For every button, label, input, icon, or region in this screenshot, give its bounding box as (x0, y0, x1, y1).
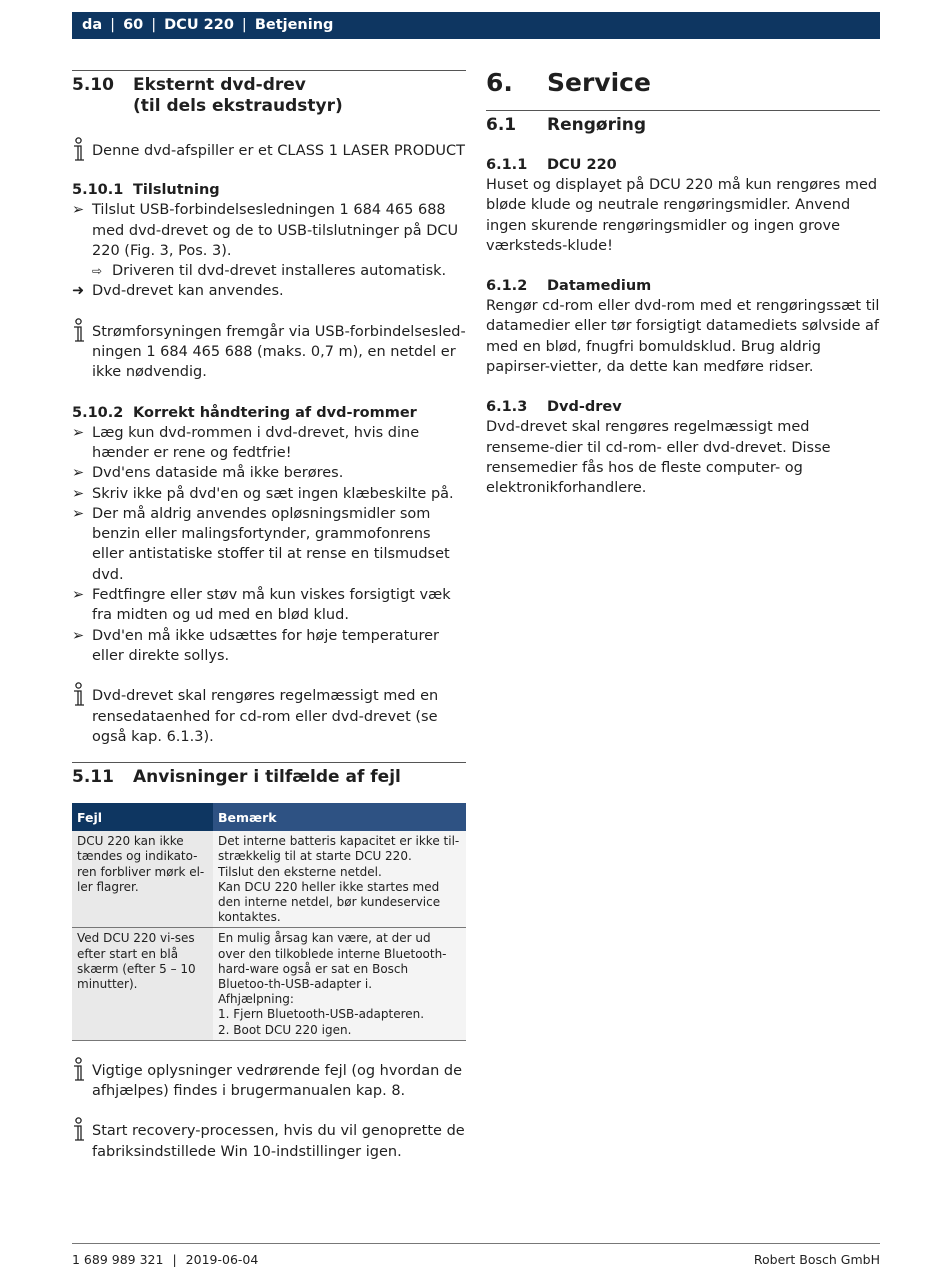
header-language: da (82, 17, 103, 33)
list-item-text: Læg kun dvd-rommen i dvd-drevet, hvis dine hænder er rene og fedtfrie! (92, 424, 420, 461)
chapter-number: 6. (486, 68, 513, 97)
section-title: Dvd-drev (547, 399, 622, 416)
header-product: DCU 220 (164, 17, 234, 33)
arrowhead-bullet-icon: ➢ (72, 424, 85, 441)
section-title: Korrekt håndtering af dvd-rommer (133, 404, 417, 421)
info-icon (72, 322, 92, 383)
bold-arrow-icon: ➜ (72, 283, 85, 300)
arrowhead-bullet-icon: ➢ (72, 627, 85, 644)
list-item (72, 463, 466, 483)
note-cell (213, 831, 466, 928)
step-text: Tilslut USB-forbindelsesledningen 1 684 465 688 med dvd-drevet og de to USB-tilslutninger på DCU 220 (Fig. 3, Pos. 3). (92, 202, 459, 259)
right-column (486, 68, 880, 499)
info-note (72, 686, 466, 747)
footer-doc-number: 1 689 989 321 (72, 1252, 164, 1267)
section-title: Tilslutning (133, 182, 220, 199)
info-note (72, 1061, 466, 1102)
table-row (72, 928, 466, 1040)
arrowhead-bullet-icon: ➢ (72, 587, 85, 604)
info-text: Denne dvd-afspiller er et CLASS 1 LASER PRODUCT (92, 143, 465, 159)
table-row (72, 831, 466, 928)
section-number: 5.10.1 (72, 182, 124, 199)
list-item (72, 504, 466, 585)
section-title: Datamedium (547, 278, 652, 295)
note-cell (213, 928, 466, 1040)
list-item-text: Skriv ikke på dvd'en og sæt ingen klæbeskilte på. (92, 485, 454, 502)
info-text: Dvd-drevet skal rengøres regelmæssigt med en rensedataenhed for cd-rom eller dvd-drevet (se også kap. 6.1.3). (92, 688, 439, 745)
info-note (72, 322, 466, 383)
list-item (72, 626, 466, 667)
section-subtitle: (til dels ekstraudstyr) (133, 96, 343, 116)
paragraph: Dvd-drevet skal rengøres regelmæssigt med renseme-dier til cd-rom- eller dvd-drevet. Disse rensemedier fås hos de fleste computer- og elektronikforhandlere. (486, 419, 831, 497)
section-heading-5-10-1 (72, 180, 466, 200)
paragraph: Huset og displayet på DCU 220 må kun rengøres med bløde klude og neutrale rengøringsmidler. Anvend ingen skurende rengøringsmidler og ingen grove værksteds-klude! (486, 177, 878, 254)
paragraph: Rengør cd-rom eller dvd-rom med et rengøringssæt til datamedier eller tør forsigtigt datamediets sølvside af med en blød, fnugfri bomuldsklud. Brug aldrig papirser-vietter, da dette kan medføre ridser. (486, 298, 880, 376)
note-line: Tilslut den eksterne netdel. (218, 864, 382, 879)
note-line: En mulig årsag kan være, at der ud over den tilkoblede interne Bluetooth-hard-ware også er sat en Bosch Bluetoo-th-USB-adapter i. (218, 931, 447, 991)
section-rule (72, 70, 466, 71)
section-heading-5-10-2 (72, 403, 466, 423)
note-line: Afhjælpning: (218, 992, 294, 1007)
footer-separator: | (172, 1252, 177, 1267)
section-title: Rengøring (547, 115, 647, 135)
column-header-fault: Fejl (72, 803, 213, 831)
chapter-title: Service (547, 68, 651, 97)
section-heading-6-1-3 (486, 397, 880, 417)
footer-date: 2019-06-04 (185, 1252, 259, 1267)
note-line: Det interne batteris kapacitet er ikke til-strækkelig til at starte DCU 220. (218, 834, 460, 864)
arrowhead-bullet-icon: ➢ (72, 485, 85, 502)
chapter-heading-6 (486, 68, 880, 98)
column-header-note: Bemærk (213, 803, 466, 831)
list-item (72, 484, 466, 504)
list-item-text: Dvd'en må ikke udsættes for høje temperaturer eller direkte sollys. (92, 627, 440, 664)
list-item-text: Dvd'ens dataside må ikke berøres. (92, 465, 344, 482)
info-text: Strømforsyningen fremgår via USB-forbindelsesled-ningen 1 684 465 688 (maks. 0,7 m), en netdel er ikke nødvendig. (92, 323, 466, 381)
section-rule (72, 762, 466, 763)
header-page-number: 60 (123, 17, 144, 33)
info-icon (72, 1061, 92, 1102)
footer-company: Robert Bosch GmbH (753, 1252, 880, 1267)
section-number: 6.1 (486, 115, 517, 135)
info-text: Start recovery-processen, hvis du vil genoprette de fabriksindstillede Win 10-indstillinger igen. (92, 1123, 465, 1160)
final-result (72, 281, 466, 301)
section-number: 6.1.3 (486, 399, 528, 416)
arrowhead-bullet-icon: ➢ (72, 505, 85, 522)
section-number: 5.11 (72, 767, 114, 788)
note-line: 2. Boot DCU 220 igen. (218, 1022, 352, 1037)
bullet-list (72, 423, 466, 667)
section-title: Eksternt dvd-drev (133, 75, 306, 95)
section-heading-5-11 (72, 767, 466, 788)
info-icon (72, 686, 92, 747)
page-header: da | 60 | DCU 220 | Betjening (72, 12, 880, 39)
note-line: Kan DCU 220 heller ikke startes med den interne netdel, bør kundeservice kontaktes. (218, 879, 441, 925)
section-number: 6.1.1 (486, 157, 528, 173)
fault-cell: Ved DCU 220 vi-ses efter start en blå skærm (efter 5 – 10 minutter). (72, 928, 213, 1040)
list-item (72, 423, 466, 464)
list-item-text: Der må aldrig anvendes opløsningsmidler som benzin eller malingsfortynder, grammofonrens eller antistatiske stoffer til at rense en tilsmudset dvd. (92, 505, 450, 583)
table-header-row (72, 803, 466, 831)
hollow-arrow-icon: ⇨ (92, 264, 103, 279)
info-note (72, 141, 466, 161)
final-text: Dvd-drevet kan anvendes. (92, 283, 284, 300)
section-number: 5.10.2 (72, 404, 124, 421)
info-icon (72, 141, 92, 161)
fault-cell: DCU 220 kan ikke tændes og indikato-ren forbliver mørk el-ler flagrer. (72, 831, 213, 928)
section-heading-5-10 (72, 75, 466, 117)
section-rule (486, 110, 880, 111)
page-footer (72, 1243, 880, 1267)
info-icon (72, 1121, 92, 1162)
section-heading-6-1-2 (486, 276, 880, 296)
list-item (72, 585, 466, 626)
section-heading-6-1-1 (486, 155, 880, 175)
arrowhead-bullet-icon: ➢ (72, 202, 85, 219)
info-text: Vigtige oplysninger vedrørende fejl (og hvordan de afhjælpes) findes i brugermanualen kap. 8. (92, 1062, 463, 1100)
section-heading-6-1 (486, 115, 880, 136)
fault-table (72, 803, 466, 1041)
note-line: 1. Fjern Bluetooth-USB-adapteren. (218, 1007, 425, 1022)
instruction-step (72, 200, 466, 261)
arrowhead-bullet-icon: ➢ (72, 465, 85, 482)
info-note (72, 1121, 466, 1162)
list-item-text: Fedtfingre eller støv må kun viskes forsigtigt væk fra midten og ud med en blød klud. (92, 587, 451, 624)
section-number: 6.1.2 (486, 278, 528, 295)
result-step (72, 261, 466, 281)
result-text: Driveren til dvd-drevet installeres automatisk. (112, 263, 447, 280)
section-number: 5.10 (72, 75, 114, 95)
header-section: Betjening (254, 17, 334, 33)
section-title: Anvisninger i tilfælde af fejl (133, 767, 401, 788)
left-column (72, 70, 466, 1162)
section-title: DCU 220 (547, 157, 617, 173)
